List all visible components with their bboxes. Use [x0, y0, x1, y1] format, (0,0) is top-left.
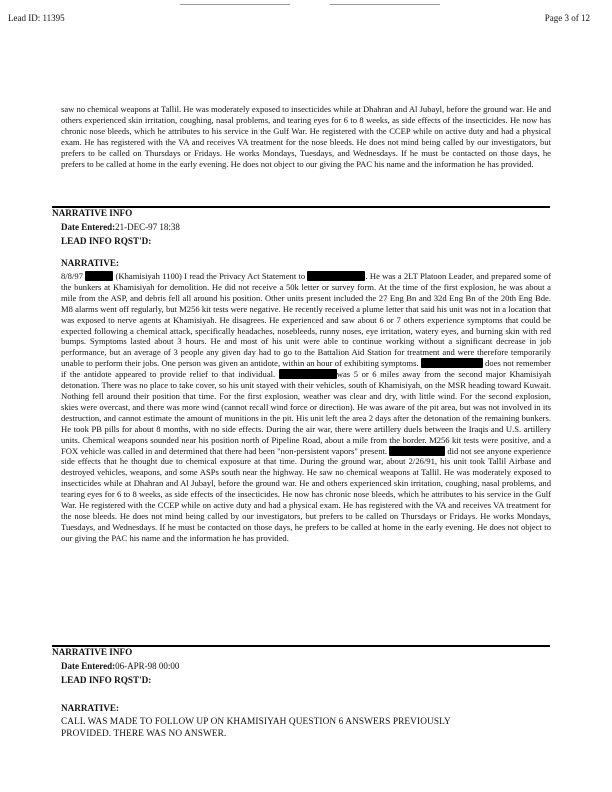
narrative-part-c: . He was a 2LT Platoon Leader, and prepared some of the bunkers at Khamisiyah for demolition. He did not receive a 50k letter or survey form. At the time of the first explosion, he was about a mile from the ASP, and debris fell all around his position. Other units present included the 27 Eng Bn and 32d Eng Bn of the 20th Eng Bde. M8 alarms went off regularly, but M256 kit tests were negative. He recently received a plume letter that said his unit was not in a location that was exposed to nerve agents at Khamisiyah. He disagrees. He experienced and saw about 6 or 7 others experience symptoms that could be expected following a chemical attack, specifically headaches, nosebleeds, runny noses, eye irritation, watery eyes, and burning skin with red bumps. Symptoms lasted about 3 hours. He and most of his unit were able to continue working without a significant decrease in job performance, but an average of 3 people any given day had to go to the Battalion Aid Station for treatment and were therefore temporarily unable to perform their jobs. One person was given an antidote, within an hour of exhibiting symptoms.: [61, 271, 551, 369]
top-paragraph: saw no chemical weapons at Tallil. He was moderately exposed to insecticides while at Dhahran and Al Jubayl, before the ground war. He and others experienced skin irritation, coughing, nasal problems, and tearing eyes for 6 to 8 weeks, as side effects of the insecticides. He now has chronic nose bleeds, which he attributes to his service in the Gulf War. He registered with the CCEP while on active duty and had a physical exam. He has registered with the VA and receives VA treatment for the nose bleeds. He does not mind being called by our investigators, but prefers to be called on Thursdays or Fridays. He works Mondays, Tuesdays, and Wednesdays. If he must be contacted on those days, he prefers to be called at home in the early evening. He does not object to our giving the PAC his name and the information he has provided.: [61, 104, 551, 169]
date-entered-1: [61, 222, 180, 232]
narrative-date: 8/8/97: [61, 271, 83, 281]
narrative-part-e: was 5 or 6 miles away from the second major Khamisiyah detonation. There was no place to take cover, so his unit stayed with their vehicles, south of Khamisiyah, on the MSR heading toward Kuwait. Nothing fell around their position that time. For the first explosion, weather was clear and dry, with little wind. For the second explosion, skies were overcast, and there was more wind (cannot recall wind force or direction). He was aware of the pit area, but was not involved in its destruction, and cannot estimate the amount of munitions in the pit. His unit left the area 2 days after the detonation of the remaining bunkers. He took PB pills for about 8 months, with no side effects. During the air war, there were artillery duels between the Iraqis and U.S. artillery units. Chemical weapons sounded near his position north of Pipeline Road, about a mile from the border. M256 kit tests were positive, and a FOX vehicle was called in and determined that there had been "non-persistent vapors" present.: [61, 369, 551, 456]
top-rule-right: [330, 4, 440, 5]
date-entered-2: [61, 661, 179, 671]
redaction-block: [389, 446, 445, 456]
date-label-2: Date Entered:: [61, 661, 116, 671]
section-title-1: NARRATIVE INFO: [52, 208, 133, 218]
redaction-block: [421, 358, 483, 368]
page-number: Page 3 of 12: [544, 13, 590, 23]
narrative-part-b: (Khamisiyah 1100) I read the Privacy Act Statement to: [115, 271, 306, 281]
narrative-body-2: CALL WAS MADE TO FOLLOW UP ON KHAMISIYAH QUESTION 6 ANSWERS PREVIOUSLY PROVIDED. THERE WAS NO ANSWER.: [61, 717, 451, 739]
lead-id: Lead ID: 11395: [8, 13, 65, 23]
lead-info-rqst-2: LEAD INFO RQST'D:: [61, 675, 152, 685]
date-value-1: 21-DEC-97 18:38: [115, 222, 180, 232]
redaction-block: [279, 369, 337, 379]
date-value-2: 06-APR-98 00:00: [115, 661, 180, 671]
date-label-1: Date Entered:: [61, 222, 116, 232]
section-title-2: NARRATIVE INFO: [52, 647, 133, 657]
narrative-body-1: [61, 271, 551, 544]
narrative-part-f: did not see anyone experience side effects that he thought due to chemical exposure at that time. During the ground war, about 2/26/91, his unit took Tallil Airbase and destroyed vehicles, weapons, and some ASPs south near the highway. He saw no chemical weapons at Tallil. He was moderately exposed to insecticides while at Dhahran and Al Jubayl, before the ground war. He and others experienced skin irritation, coughing, nasal problems, and tearing eyes for 6 to 8 weeks, as side effects of the insecticides. He now has chronic nose bleeds, which he attributes to his service in the Gulf War. He registered with the CCEP while on active duty and had a physical exam. He has registered with the VA and receives VA treatment for the nose bleeds. He does not mind being called by our investigators, but prefers to be called on Thursdays or Fridays. He works Mondays, Tuesdays, and Wednesdays. If he must be contacted on those days, he prefers to be called at home in the early evening. He does not object to our giving the PAC his name and the information he has provided.: [61, 445, 551, 543]
narrative-label-2: NARRATIVE:: [61, 703, 120, 713]
redaction-block: [307, 271, 365, 281]
section-rule-1: [52, 206, 550, 208]
section-rule-2: [52, 645, 550, 647]
top-rule-left: [180, 4, 290, 5]
narrative-part-d: does not remember if the antidote appeared to provide relief to that individual.: [61, 358, 551, 380]
lead-info-rqst-1: LEAD INFO RQST'D:: [61, 236, 152, 246]
redaction-block: [85, 271, 113, 281]
narrative-label-1: NARRATIVE:: [61, 258, 120, 268]
